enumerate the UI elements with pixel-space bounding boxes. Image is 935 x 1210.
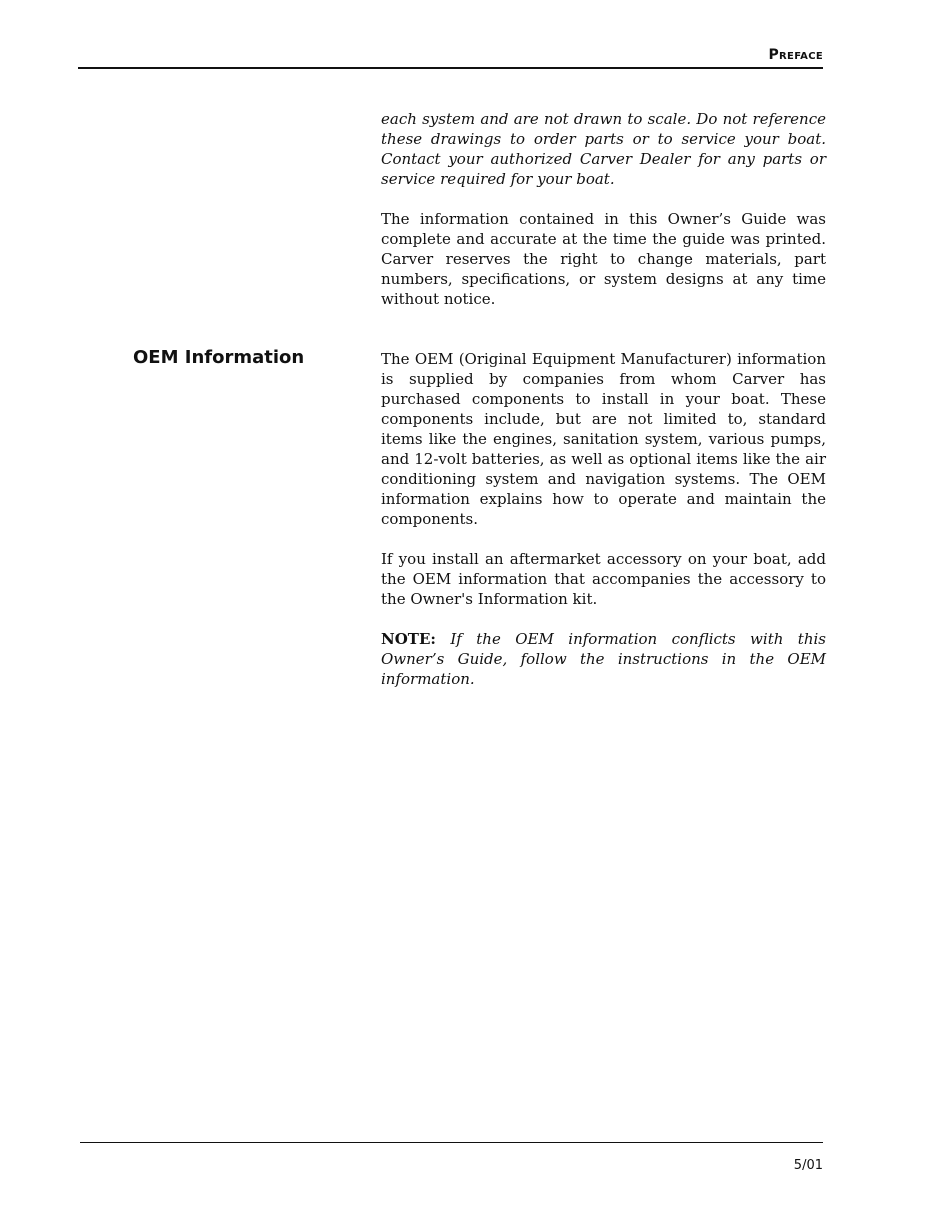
note-paragraph [381,629,826,689]
footer-date: 5/01 [793,1158,823,1173]
note-text: If the OEM information conflicts with this Owner’s Guide, follow the instructions in the OEM information. [381,630,826,688]
header-rule [78,67,823,69]
paragraph-aftermarket-accessory: If you install an aftermarket accessory on your boat, add the OEM information that accompanies the accessory to the Owner's Information kit. [381,550,826,608]
paragraph-guide-accuracy: The information contained in this Owner’s Guide was complete and accurate at the time the guide was printed. Carver reserves the right to change materials, part numbers, specifications, or system designs at any time without notice. [381,210,826,308]
note-label: NOTE: [381,630,436,648]
paragraph-oem-description: The OEM (Original Equipment Manufacturer) information is supplied by companies from whom Carver has purchased components to install in your boat. These components include, but are not limited to, standard items like the engines, sanitation system, various pumps, and 12-volt batteries, as well as optional items like the air conditioning system and navigation systems. The OEM information explains how to operate and maintain the components. [381,350,826,528]
running-header-preface: Preface [768,47,823,63]
section-heading-oem-information: OEM Information [133,347,305,368]
body-text-column [381,109,826,689]
paragraph-drawings-disclaimer: each system and are not drawn to scale. Do not reference these drawings to order parts or to service your boat. Contact your authorized Carver Dealer for any parts or service required for your boat. [381,110,826,188]
footer-rule [80,1142,823,1143]
